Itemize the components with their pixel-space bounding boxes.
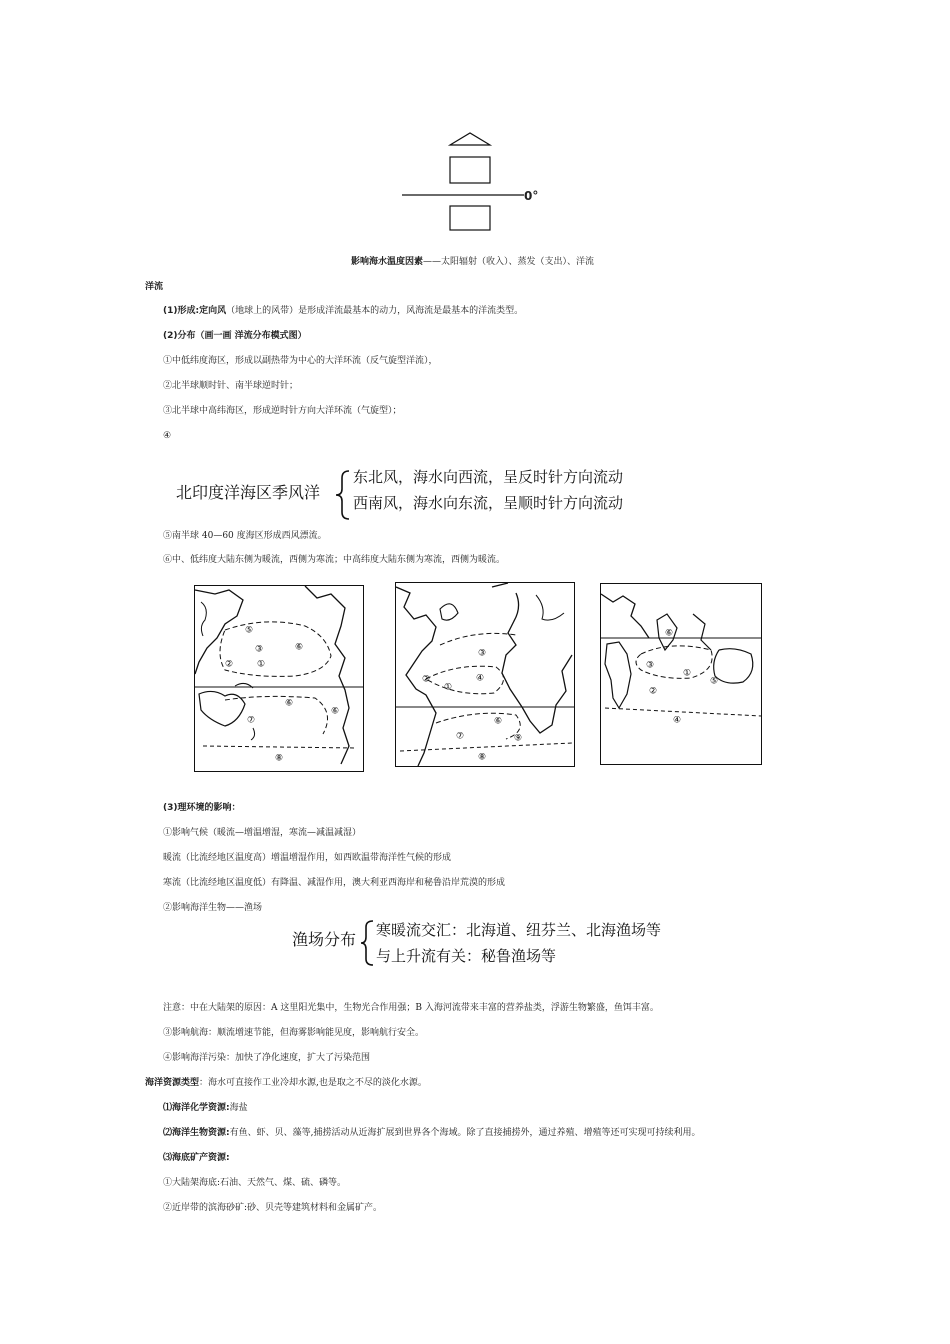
resource-mineral-label: ⑶海底矿产资源: [163, 1153, 230, 1163]
current-number-label: ⑦ [455, 731, 465, 742]
resource-chem [163, 1102, 248, 1114]
current-number-label: ④ [672, 715, 682, 726]
temperature-factors [351, 256, 594, 268]
current-number-label: ⑧ [477, 752, 487, 763]
impact-cold: 寒流（比流经地区温度低）有降温、减湿作用，澳大利亚西海岸和秘鲁沿岸荒漠的形成 [163, 878, 506, 888]
diagram-triangle [450, 133, 490, 145]
atlantic-current-map [395, 582, 575, 767]
pacific-current-map [194, 585, 364, 772]
current-number-label: ② [648, 686, 658, 697]
current-number-label: ② [224, 659, 234, 670]
resource-chem-text: 海盐 [229, 1103, 248, 1113]
resources-heading-text: ：海水可直接作工业冷却水源,也是取之不尽的淡化水源。 [199, 1078, 427, 1088]
current-number-label: ③ [477, 648, 487, 659]
impact-warm: 暖流（比流经地区温度高）增温增湿作用，如西欧温带海洋性气候的形成 [163, 853, 452, 863]
impact-navigation: ③影响航海：顺流增速节能，但海雾影响能见度，影响航行安全。 [163, 1028, 425, 1038]
current-number-label: ⑧ [274, 753, 284, 764]
current-number-label: ③ [254, 644, 264, 655]
current-number-label: ⑥ [284, 698, 294, 709]
current-number-label: ⑦ [246, 715, 256, 726]
resources-heading: 海洋资源类型 [145, 1078, 200, 1088]
current-number-label: ⑥ [294, 642, 304, 653]
current-number-label: ② [421, 674, 431, 685]
impact-bio: ②影响海洋生物——渔场 [163, 903, 263, 913]
diagram-box-bottom [450, 206, 490, 230]
current-number-label: ① [443, 682, 453, 693]
current-number-label: ⑤ [244, 625, 254, 636]
distribution-label: (2)分布（画一画 洋流分布模式图） [163, 331, 307, 341]
current-number-label: ③ [645, 660, 655, 671]
current-number-label: ⑨ [513, 733, 523, 744]
formation-line [163, 305, 523, 317]
factors-title: 影响海水温度因素 [351, 257, 424, 267]
resource-mineral-item: ②近岸带的滨海砂矿:砂、贝壳等建筑材料和金属矿产。 [163, 1203, 383, 1213]
impacts-heading: (3)理环境的影响： [163, 803, 241, 813]
distribution-item: ④ [163, 431, 172, 441]
factors-rest: ——太阳辐射（收入）、蒸发（支出）、洋流 [423, 257, 595, 267]
fishery-label: 渔场分布 [292, 930, 357, 949]
distribution-item: ①中低纬度海区，形成以副热带为中心的大洋环流（反气旋型洋流）， [163, 356, 438, 366]
fishery-brace [359, 919, 375, 967]
current-number-label: ⑥ [664, 628, 674, 639]
diagram-box-top [450, 157, 490, 183]
formation-term: 定向风 [199, 306, 227, 316]
formation-text: （地球上的风带）是形成洋流最基本的动力，风海流是最基本的洋流类型。 [226, 306, 524, 316]
indian-current-map [600, 583, 762, 765]
impact-climate: ①影响气候（暖流—增温增湿，寒流—减温减湿） [163, 828, 362, 838]
resource-bio [163, 1127, 700, 1139]
zero-degree-label: 0° [524, 189, 539, 203]
current-number-label: ⑤ [709, 676, 719, 687]
monsoon-label: 北印度洋海区季风洋 [176, 483, 321, 502]
monsoon-brace [334, 469, 352, 521]
resource-bio-text: 有鱼、虾、贝、藻等,捕捞活动从近海扩展到世界各个海域。除了直接捕捞外，通过养殖、增殖等还可实现可持续利用。 [229, 1128, 701, 1138]
current-number-label: ④ [475, 673, 485, 684]
current-number-label: ① [256, 659, 266, 670]
temperature-diagram [398, 128, 558, 238]
resource-mineral-item: ①大陆架海底:石油、天然气、煤、硫、磷等。 [163, 1178, 347, 1188]
distribution-item: ⑥中、低纬度大陆东侧为暖流，西侧为寒流；中高纬度大陆东侧为寒流，西侧为暖流。 [163, 555, 506, 565]
resources-heading-line [145, 1077, 427, 1089]
monsoon-line-1: 东北风，海水向西流，呈反时针方向流动 [353, 468, 624, 486]
formation-label: (1)形成: [163, 306, 200, 316]
ocean-currents-heading: 洋流 [145, 282, 164, 292]
current-number-label: ⑥ [330, 706, 340, 717]
resource-bio-label: ⑵海洋生物资源: [163, 1128, 230, 1138]
monsoon-line-2: 西南风，海水向东流，呈顺时针方向流动 [353, 494, 624, 512]
fishery-line-1: 寒暖流交汇：北海道、纽芬兰、北海渔场等 [376, 921, 662, 939]
distribution-item: ⑤南半球 40—60 度海区形成西风漂流。 [163, 531, 327, 541]
resource-chem-label: ⑴海洋化学资源: [163, 1103, 230, 1113]
fishery-line-2: 与上升流有关：秘鲁渔场等 [376, 947, 557, 965]
distribution-item: ③北半球中高纬海区，形成逆时针方向大洋环流（气旋型）； [163, 406, 402, 416]
current-number-label: ⑥ [493, 716, 503, 727]
current-number-label: ① [682, 668, 692, 679]
impact-note: 注意：中在大陆架的原因：A 这里阳光集中，生物光合作用强；B 入海河流带来丰富的营养盐类，浮游生物繁盛，鱼饵丰富。 [163, 1003, 659, 1013]
impact-pollution: ④影响海洋污染：加快了净化速度，扩大了污染范围 [163, 1053, 371, 1063]
distribution-item: ②北半球顺时针、南半球逆时针； [163, 381, 299, 391]
